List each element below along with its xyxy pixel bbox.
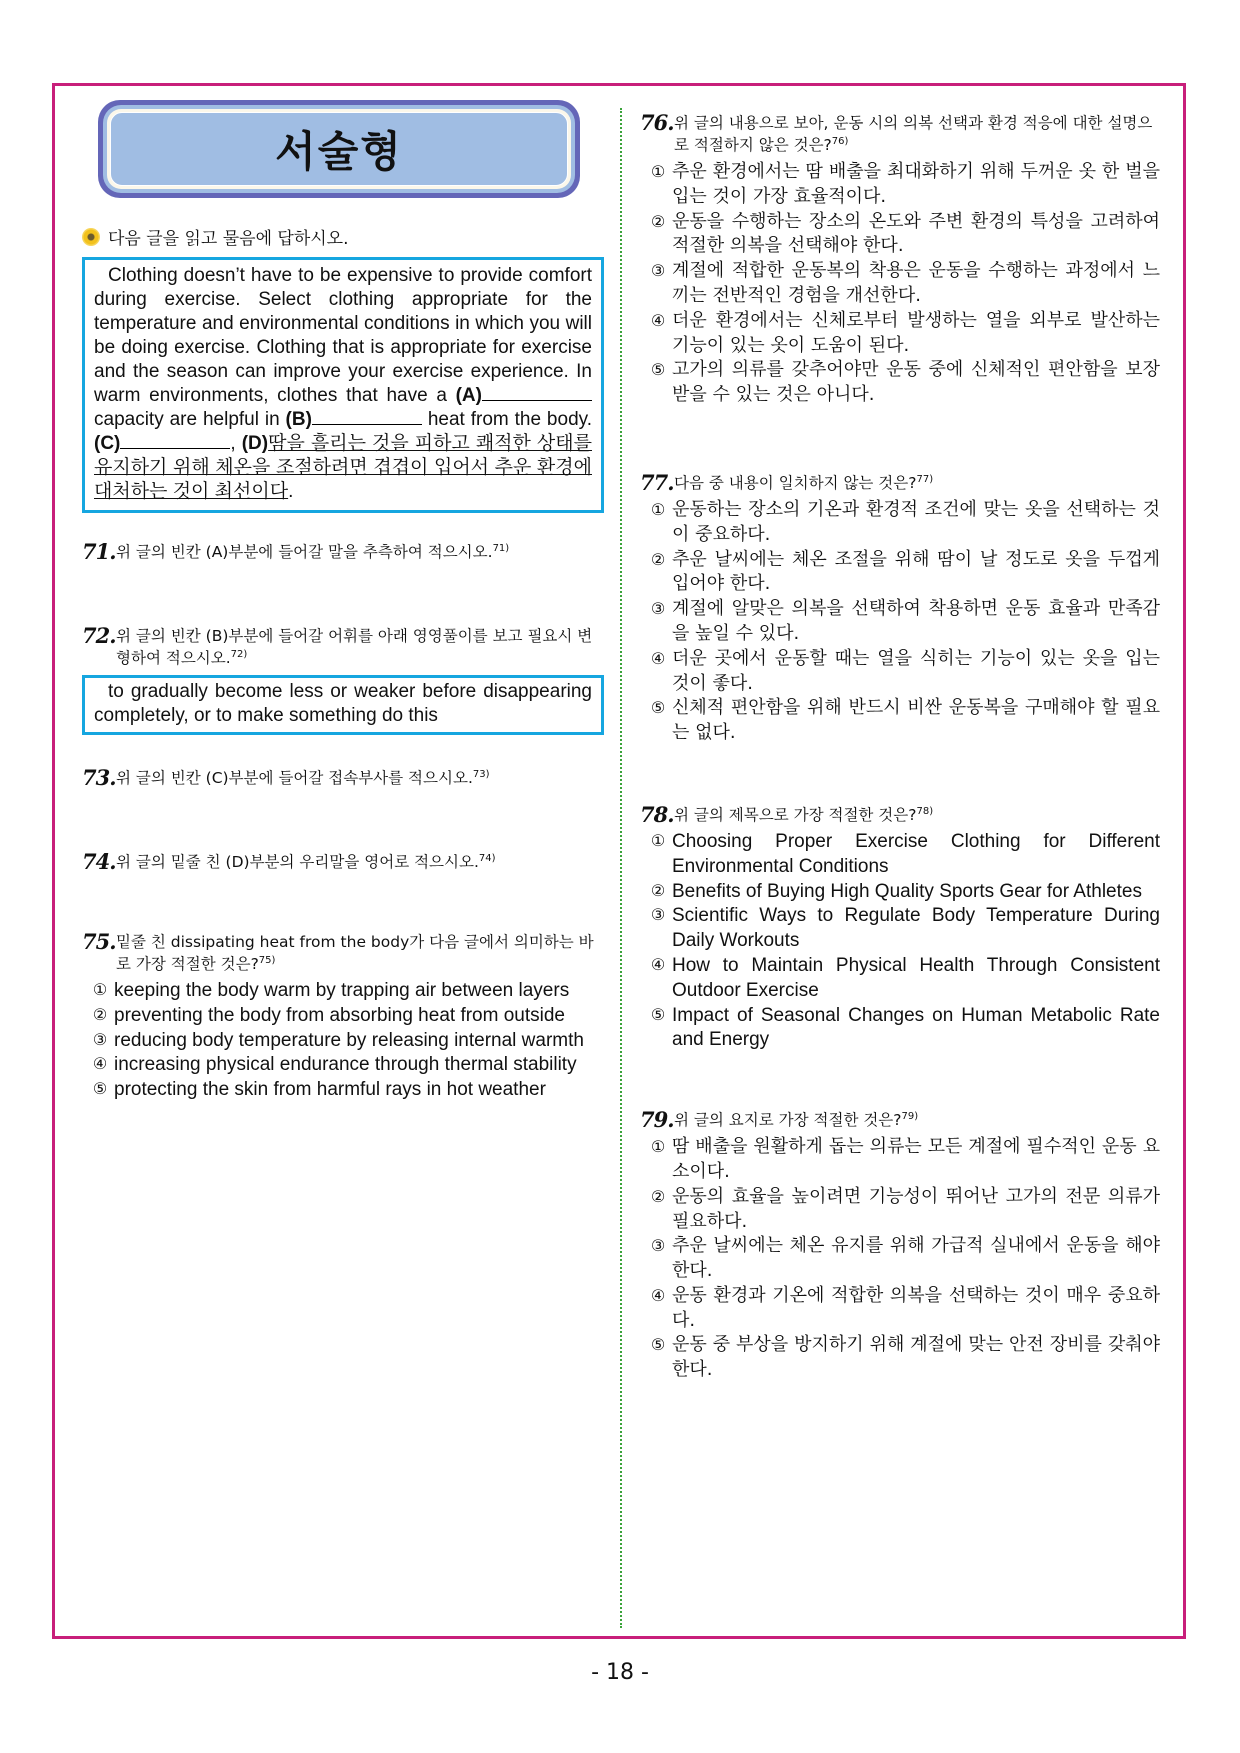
column-divider [620,108,622,1628]
option[interactable]: ④ 더운 곳에서 운동할 때는 열을 식히는 기능이 있는 옷을 입는 것이 좋다. [650,647,1160,694]
passage-text-4: , [230,433,242,454]
option[interactable]: ② preventing the body from absorbing heat from outside [92,1004,565,1026]
label-c: (C) [94,433,121,454]
question-71: 71. 위 글의 빈칸 (A)부분에 들어갈 말을 추측하여 적으시오.$^{71)}$ [82,539,510,564]
instruction-text: 다음 글을 읽고 물음에 답하시오. [108,229,349,249]
option[interactable]: ⑤ Impact of Seasonal Changes on Human Metabolic Rate and Energy [650,1004,1160,1051]
option[interactable]: ③ reducing body temperature by releasing internal warmth [92,1029,584,1051]
label-b: (B) [285,409,312,430]
option[interactable]: ⑤ 신체적 편안함을 위해 반드시 비싼 운동복을 구매해야 할 필요는 없다. [650,697,1160,744]
section-title: 서술형 [275,127,403,176]
question-72: 72. 위 글의 빈칸 (B)부분에 들어갈 어휘를 아래 영영풀이를 보고 필요시 변형하여 적으시오.$^{72)}$ [82,623,593,667]
options-76 [640,160,1160,408]
question-73: 73. 위 글의 빈칸 (C)부분에 들어갈 접속부사를 적으시오.$^{73)}$ [82,765,490,790]
question-78: 78. 위 글의 제목으로 가장 적절한 것은?$^{78)}$ [640,801,934,827]
passage-box: Clothing doesn’t have to be expensive to provide comfort during exercise. Select clothing appropriate for the temperature and environmental conditions in which you will be doing exercise. Clothing that is appropriate for exercise and the season can improve your exercise experience. In warm environments, clothes that have a (A) capacity are helpful in (B) heat from the body. (C) , (D)땀을 흘리는 것을 피하고 쾌적한 상태를 유지하기 위해 체온을 조절하려면 겹겹이 입어서 추운 환경에 대처하는 것이 최선이다. [82,257,604,513]
option[interactable]: ③ 추운 날씨에는 체온 유지를 위해 가급적 실내에서 운동을 해야 한다. [650,1235,1160,1282]
right-column [640,112,1160,1383]
options-75 [82,979,604,1103]
label-d: (D) [241,433,269,454]
option[interactable]: ④ How to Maintain Physical Health Through Consistent Outdoor Exercise [650,954,1160,1001]
option[interactable]: ① 땀 배출을 원활하게 돕는 의류는 모든 계절에 필수적인 운동 요소이다. [650,1136,1160,1182]
option[interactable]: ② Benefits of Buying High Quality Sports Gear for Athletes [650,880,1142,902]
instruction [82,224,604,249]
blank-a [482,384,592,401]
flower-icon [82,228,100,246]
option[interactable]: ③ Scientific Ways to Regulate Body Temperature During Daily Workouts [650,905,1160,952]
page-number: - 18 - [591,1660,649,1685]
option[interactable]: ① Choosing Proper Exercise Clothing for Different Environmental Conditions [650,830,1160,877]
section-title-banner [98,100,580,198]
question-77: 77. 다음 중 내용이 일치하지 않는 것은?$^{77)}$ [640,469,934,495]
option[interactable]: ② 운동을 수행하는 장소의 온도와 주변 환경의 특성을 고려하여 적절한 의복을 선택해야 한다. [650,210,1160,257]
question-79: 79. 위 글의 요지로 가장 적절한 것은?$^{79)}$ [640,1107,919,1133]
option[interactable]: ① 추운 환경에서는 땀 배출을 최대화하기 위해 두꺼운 옷 한 벌을 입는 것이 가장 효율적이다. [650,161,1160,207]
passage-text-3: heat from the body. [421,409,592,430]
option[interactable]: ③ 계절에 적합한 운동복의 착용은 운동을 수행하는 과정에서 느끼는 전반적인 경험을 개선한다. [650,260,1160,306]
label-a: (A) [455,385,482,406]
passage-text-2: capacity are helpful in [94,409,286,430]
definition-box: to gradually become less or weaker before disappearing completely, or to make something do this [82,675,604,735]
passage-text-1: Clothing doesn’t have to be expensive to provide comfort during exercise. Select clothing appropriate for the temperature and environmental conditions in which you will be doing exercise. Clothing that is appropriate for exercise and the season can improve your exercise experience. In warm environments, clothes that have a [94,265,592,406]
option[interactable]: ④ increasing physical endurance through thermal stability [92,1054,577,1076]
options-79 [640,1135,1160,1383]
option[interactable]: ③ 계절에 알맞은 의복을 선택하여 착용하면 운동 효율과 만족감을 높일 수 있다. [650,598,1160,644]
option[interactable]: ⑤ 운동 중 부상을 방지하기 위해 계절에 맞는 안전 장비를 갖춰야 한다. [650,1334,1160,1381]
option[interactable]: ① 운동하는 장소의 기온과 환경적 조건에 맞는 옷을 선택하는 것이 중요하다. [650,498,1160,545]
blank-b [312,408,422,425]
option[interactable]: ② 추운 날씨에는 체온 조절을 위해 땀이 날 정도로 옷을 두껍게 입어야 한다. [650,548,1160,595]
underlined-korean: 땀을 흘리는 것을 피하고 쾌적한 상태를 유지하기 위해 체온을 조절하려면 겹겹이 입어서 추운 환경에 대처하는 것이 최선이다 [94,433,592,502]
options-77 [640,498,1160,746]
option[interactable]: ② 운동의 효율을 높이려면 기능성이 뛰어난 고가의 전문 의류가 필요하다. [650,1185,1160,1232]
question-76: 76. 위 글의 내용으로 보아, 운동 시의 의복 선택과 환경 적응에 대한 설명으로 적절하지 않은 것은?$^{76)}$ [640,110,1153,154]
option[interactable]: ① keeping the body warm by trapping air between layers [92,980,570,1001]
blank-c [120,432,230,449]
left-column [82,100,604,1103]
option[interactable]: ⑤ protecting the skin from harmful rays in hot weather [92,1079,546,1101]
option[interactable]: ④ 더운 환경에서는 신체로부터 발생하는 열을 외부로 발산하는 기능이 있는 옷이 도움이 된다. [650,309,1160,356]
question-74: 74. 위 글의 밑줄 친 (D)부분의 우리말을 영어로 적으시오.$^{74)}$ [82,849,496,874]
question-75: 75. 밑줄 친 dissipating heat from the body가 다음 글에서 의미하는 바로 가장 적절한 것은?$^{75)}$ [82,929,594,973]
option[interactable]: ④ 운동 환경과 기온에 적합한 의복을 선택하는 것이 매우 중요하다. [650,1284,1160,1331]
options-78 [640,830,1160,1053]
option[interactable]: ⑤ 고가의 의류를 갖추어야만 운동 중에 신체적인 편안함을 보장받을 수 있는 것은 아니다. [650,359,1160,406]
